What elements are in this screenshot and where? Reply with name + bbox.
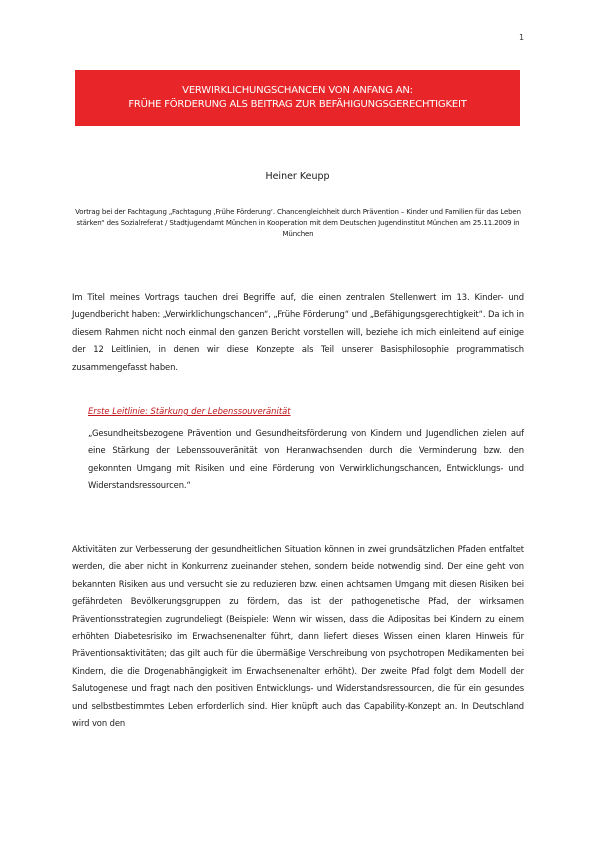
title-banner bbox=[75, 70, 520, 126]
page-number: 1 bbox=[519, 33, 525, 42]
title-line-2: FRÜHE FÖRDERUNG ALS BEITRAG ZUR BEFÄHIGUNGSGERECHTIGKEIT bbox=[128, 99, 467, 110]
title-line-1: VERWIRKLICHUNGSCHANCEN VON ANFANG AN: bbox=[182, 85, 413, 96]
author-name: Heiner Keupp bbox=[265, 171, 330, 182]
leitlinie-heading: Erste Leitlinie: Stärkung der Lebenssouveränität bbox=[88, 406, 291, 416]
talk-subtitle: Vortrag bei der Fachtagung „Fachtagung ‚Frühe Förderung‘. Chancengleichheit durch Prävention – Kinder und Familien für das Leben stärken“ des Sozialreferat / Stadtjugendamt München in Kooperation mit dem Deutschen Jugendinstitut München am 25.11.2009 in München bbox=[75, 208, 521, 238]
body-paragraph: Aktivitäten zur Verbesserung der gesundheitlichen Situation können in zwei grundsätzlichen Pfaden entfaltet werden, die aber nicht in Konkurrenz zueinander stehen, sondern beide notwendig sind. Der eine geht von bekannten Risiken aus und versucht sie zu reduzieren bzw. einen achtsamen Umgang mit diesen Risiken bei gefährdeten Bevölkerungsgruppen zu fördern, das ist der pathogenetische Pfad, der wirksamen Präventionsstrategien zugrundeliegt (Beispiele: Wenn wir wissen, dass die Adipositas bei Kindern zu einem erhöhten Diabetesrisiko im Erwachsenenalter führt, dann liefert dieses Wissen einen klaren Hinweis für Präventionsaktivitäten; das gilt auch für die übermäßige Verschreibung von psychotropen Medikamenten bei Kindern, die die Drogenabhängigkeit im Erwachsenenalter erhöht). Der zweite Pfad folgt dem Modell der Salutogenese und fragt nach den positiven Entwicklungs- und Widerstandsressourcen, die für ein gesundes und selbstbestimmtes Leben erforderlich sind. Hier knüpft auch das Capability-Konzept an. In Deutschland wird von den bbox=[72, 544, 524, 729]
intro-paragraph: Im Titel meines Vortrags tauchen drei Begriffe auf, die einen zentralen Stellenwert im 13. Kinder- und Jugendbericht haben: „Verwirklichungschancen“, „Frühe Förderung“ und „Befähigungsgerechtigkeit“. Da ich in diesem Rahmen nicht noch einmal den ganzen Bericht vorstellen will, beziehe ich mich einleitend auf einige der 12 Leitlinien, in denen wir diese Konzepte als Teil unserer Basisphilosophie programmatisch zusammengefasst haben. bbox=[72, 292, 524, 372]
leitlinie-quote: „Gesundheitsbezogene Prävention und Gesundheitsförderung von Kindern und Jugendlichen zielen auf eine Stärkung der Lebenssouveränität von Heranwachsenden durch die Verminderung bzw. den gekonnten Umgang mit Risiken und eine Förderung von Verwirklichungschancen, Entwicklungs- und Widerstandsressourcen.“ bbox=[88, 428, 524, 491]
